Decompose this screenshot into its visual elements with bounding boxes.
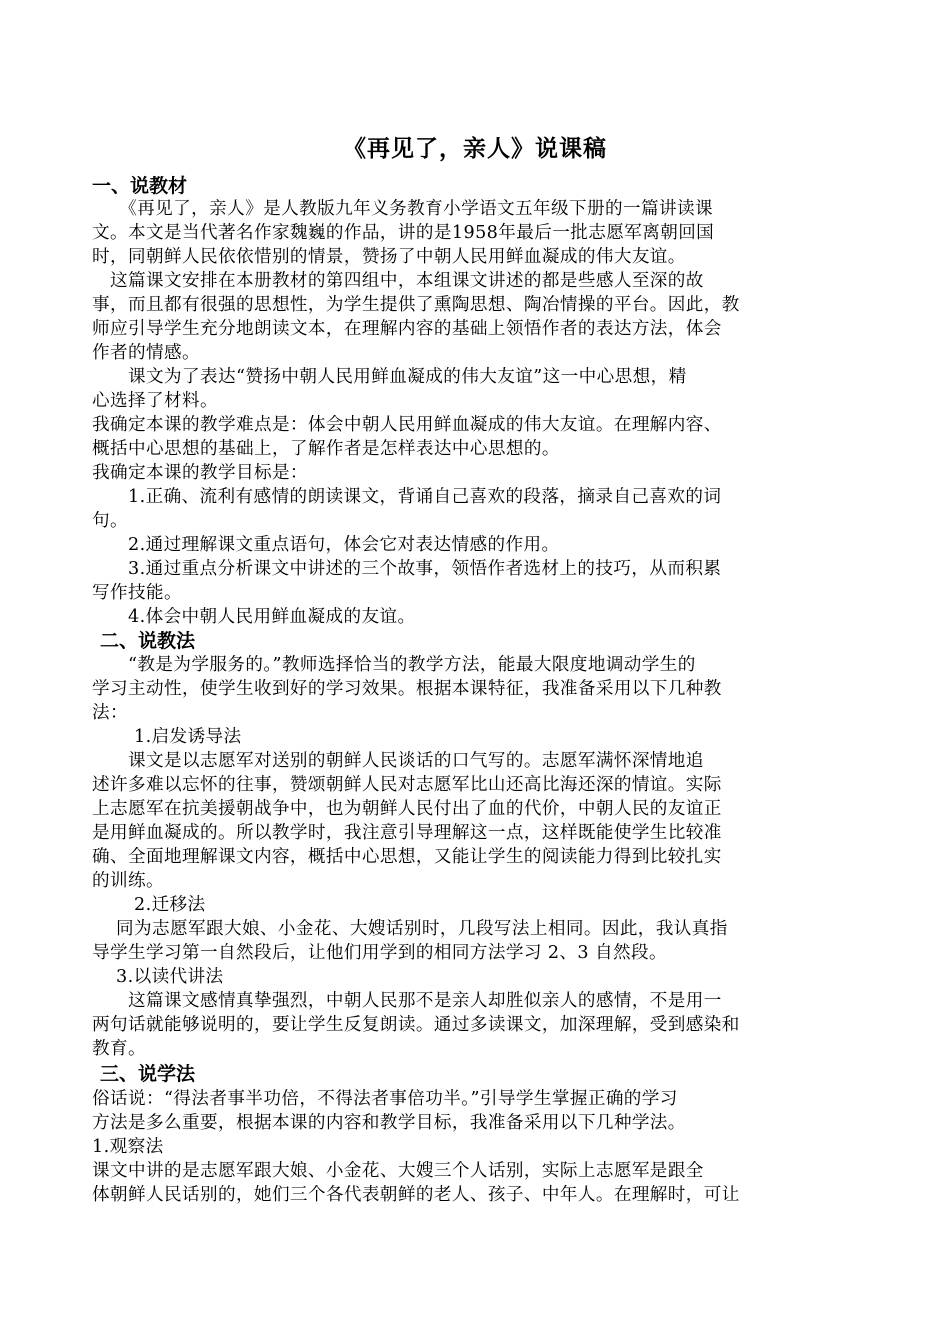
- text-line: 导学生学习第一自然段后，让他们用学到的相同方法学习 2、3 自然段。: [92, 943, 667, 963]
- paragraph: [92, 365, 862, 413]
- text-line: 1.正确、流利有感情的朗读课文，背诵自己喜欢的段落，摘录自己喜欢的词: [92, 487, 722, 507]
- text-line: 2.迁移法: [92, 895, 206, 915]
- text-line: 时，同朝鲜人民依依惜别的情景，赞扬了中朝人民用鲜血凝成的伟大友谊。: [92, 247, 686, 267]
- text-line: 法：: [92, 703, 128, 723]
- text-line: 的训练。: [92, 871, 164, 891]
- text-line: 这篇课文安排在本册教材的第四组中，本组课文讲述的都是些感人至深的故: [92, 271, 704, 291]
- text-line: 上志愿军在抗美援朝战争中，也为朝鲜人民付出了血的代价，中朝人民的友谊正: [92, 799, 722, 819]
- text-line: 俗话说：“得法者事半功倍，不得法者事倍功半。”引导学生掌握正确的学习: [92, 1089, 678, 1109]
- paragraph: [92, 1087, 862, 1135]
- text-line: 学习主动性，使学生收到好的学习效果。根据本课特征，我准备采用以下几种教: [92, 679, 722, 699]
- goal-item: [92, 485, 862, 533]
- text-line: 确、全面地理解课文内容，概括中心思想，又能让学生的阅读能力得到比较扎实: [92, 847, 722, 867]
- text-line: 3.通过重点分析课文中讲述的三个故事，领悟作者选材上的技巧，从而积累: [92, 559, 722, 579]
- paragraph: [92, 269, 862, 365]
- text-line: 《再见了，亲人》是人教版九年义务教育小学语文五年级下册的一篇讲读课: [92, 199, 713, 219]
- method-title: [92, 725, 862, 749]
- text-line: 课文中讲的是志愿军跟大娘、小金花、大嫂三个人话别，实际上志愿军是跟全: [92, 1161, 704, 1181]
- paragraph: [92, 461, 862, 485]
- paragraph: [92, 749, 862, 893]
- text-line: 3.以读代讲法: [92, 967, 224, 987]
- paragraph: [92, 1159, 862, 1207]
- paragraph: [92, 413, 862, 461]
- text-line: 方法是多么重要，根据本课的内容和教学目标，我准备采用以下几种学法。: [92, 1113, 686, 1133]
- method-title: [92, 893, 862, 917]
- text-line: 1.观察法: [92, 1137, 164, 1157]
- paragraph: [92, 917, 862, 965]
- text-line: 1.启发诱导法: [92, 727, 242, 747]
- text-line: 4.体会中朝人民用鲜血凝成的友谊。: [92, 607, 416, 627]
- paragraph: [92, 653, 862, 725]
- text-line: 我确定本课的教学目标是：: [92, 463, 308, 483]
- text-line: “教是为学服务的。”教师选择恰当的教学方法，能最大限度地调动学生的: [92, 655, 696, 675]
- text-line: 课文为了表达“赞扬中朝人民用鲜血凝成的伟大友谊”这一中心思想，精: [92, 367, 687, 387]
- method-title: [92, 1135, 862, 1159]
- goal-item: [92, 557, 862, 605]
- goal-item: [92, 533, 862, 557]
- text-line: 2.通过理解课文重点语句，体会它对表达情感的作用。: [92, 535, 560, 555]
- text-line: 我确定本课的教学难点是：体会中朝人民用鲜血凝成的伟大友谊。在理解内容、: [92, 415, 722, 435]
- text-line: 两句话就能够说明的，要让学生反复朗读。通过多读课文，加深理解，受到感染和: [92, 1015, 740, 1035]
- text-line: 同为志愿军跟大娘、小金花、大嫂话别时，几段写法上相同。因此，我认真指: [92, 919, 728, 939]
- goal-item: [92, 605, 862, 629]
- text-line: 这篇课文感情真挚强烈，中朝人民那不是亲人却胜似亲人的感情，不是用一: [92, 991, 722, 1011]
- section-heading-teaching-method: 二、说教法: [100, 630, 196, 652]
- section-heading-learning-method: 三、说学法: [100, 1063, 196, 1085]
- text-line: 文。本文是当代著名作家魏巍的作品，讲的是1958年最后一批志愿军离朝回国: [92, 223, 715, 243]
- text-line: 教育。: [92, 1039, 146, 1059]
- document-title: 《再见了，亲人》说课稿: [343, 136, 607, 162]
- text-line: 概括中心思想的基础上，了解作者是怎样表达中心思想的。: [92, 439, 560, 459]
- text-line: 课文是以志愿军对送别的朝鲜人民谈话的口气写的。志愿军满怀深情地追: [92, 751, 704, 771]
- text-line: 作者的情感。: [92, 343, 200, 363]
- text-line: 体朝鲜人民话别的，她们三个各代表朝鲜的老人、孩子、中年人。在理解时，可让: [92, 1185, 740, 1205]
- paragraph: [92, 989, 862, 1061]
- text-line: 述许多难以忘怀的往事，赞颂朝鲜人民对志愿军比山还高比海还深的情谊。实际: [92, 775, 722, 795]
- section-heading-teaching-material: 一、说教材: [92, 175, 188, 197]
- text-line: 写作技能。: [92, 583, 182, 603]
- paragraph: [92, 197, 862, 269]
- text-line: 句。: [92, 511, 128, 531]
- text-line: 心选择了材料。: [92, 391, 218, 411]
- text-line: 事，而且都有很强的思想性，为学生提供了熏陶思想、陶冶情操的平台。因此，教: [92, 295, 740, 315]
- text-line: 是用鲜血凝成的。所以教学时，我注意引导理解这一点，这样既能使学生比较准: [92, 823, 722, 843]
- text-line: 师应引导学生充分地朗读文本，在理解内容的基础上领悟作者的表达方法，体会: [92, 319, 722, 339]
- method-title: [92, 965, 862, 989]
